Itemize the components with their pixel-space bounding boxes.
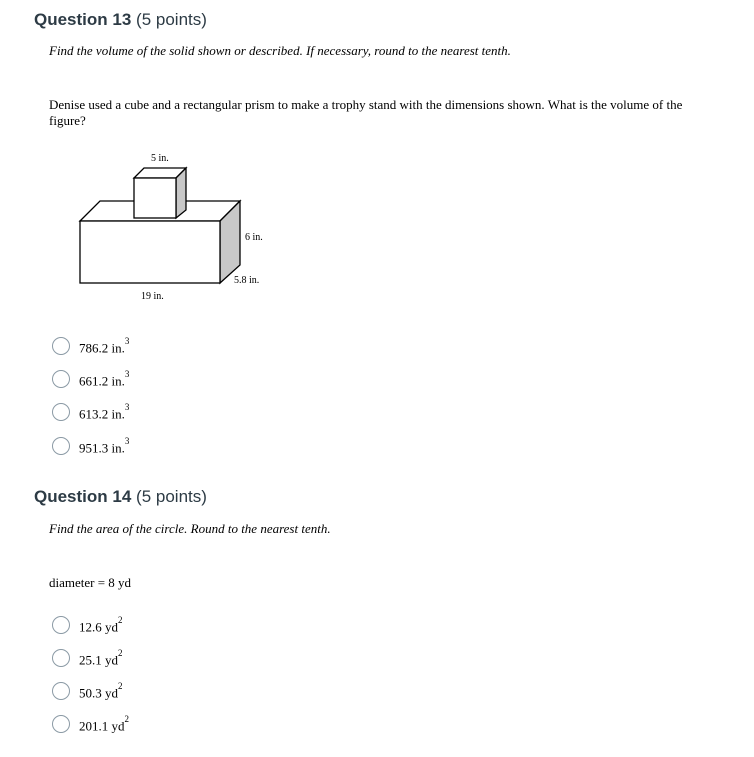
radio-button[interactable] — [52, 682, 70, 700]
choice-label: 12.6 $yd^2$ — [79, 615, 123, 635]
q14-choice-4[interactable] — [52, 714, 129, 734]
question-14-title — [34, 487, 207, 507]
question-13-title — [34, 10, 207, 30]
q13-choice-1[interactable] — [52, 336, 129, 356]
q14-choice-1[interactable] — [52, 615, 123, 635]
trophy-stand-figure — [70, 148, 280, 308]
question-13-number: Question 13 — [34, 10, 132, 29]
choice-label: 25.1 $yd^2$ — [79, 648, 123, 668]
choice-label: 613.2 in.$^3$ — [79, 402, 130, 422]
radio-button[interactable] — [52, 715, 70, 733]
choice-label: 661.2 in.$^3$ — [79, 369, 130, 389]
radio-button[interactable] — [52, 616, 70, 634]
choice-label: 786.2 in.$^3$ — [79, 336, 130, 356]
q13-choice-2[interactable] — [52, 369, 129, 389]
height-label: 6 in. — [245, 232, 263, 243]
radio-button[interactable] — [52, 437, 70, 455]
choice-label: 201.1 $yd^2$ — [79, 714, 129, 734]
question-14-instruction: Find the area of the circle. Round to the nearest tenth. — [49, 521, 331, 536]
q14-choice-2[interactable] — [52, 648, 123, 668]
choice-label: 50.3 $yd^2$ — [79, 681, 123, 701]
radio-button[interactable] — [52, 337, 70, 355]
choice-label: 951.3 in.$^3$ — [79, 436, 130, 456]
q13-choice-4[interactable] — [52, 436, 129, 456]
length-label: 19 in. — [141, 291, 164, 302]
q14-choice-3[interactable] — [52, 681, 123, 701]
prism-front-face — [80, 221, 220, 283]
radio-button[interactable] — [52, 403, 70, 421]
question-14-given: diameter = 8 yd — [49, 575, 132, 590]
radio-button[interactable] — [52, 649, 70, 667]
question-14-number: Question 14 — [34, 487, 132, 506]
cube-front-face — [134, 178, 176, 218]
depth-label: 5.8 in. — [234, 275, 260, 286]
question-14-points: (5 points) — [136, 487, 207, 506]
cube-edge-label: 5 in. — [151, 153, 169, 164]
radio-button[interactable] — [52, 370, 70, 388]
q13-choice-3[interactable] — [52, 402, 129, 422]
question-13-prompt: Denise used a cube and a rectangular prism to make a trophy stand with the dimensions shown. What is the volume of the figure? — [49, 97, 683, 128]
question-13-points: (5 points) — [136, 10, 207, 29]
question-13-instruction: Find the volume of the solid shown or described. If necessary, round to the nearest tenth. — [49, 43, 511, 58]
